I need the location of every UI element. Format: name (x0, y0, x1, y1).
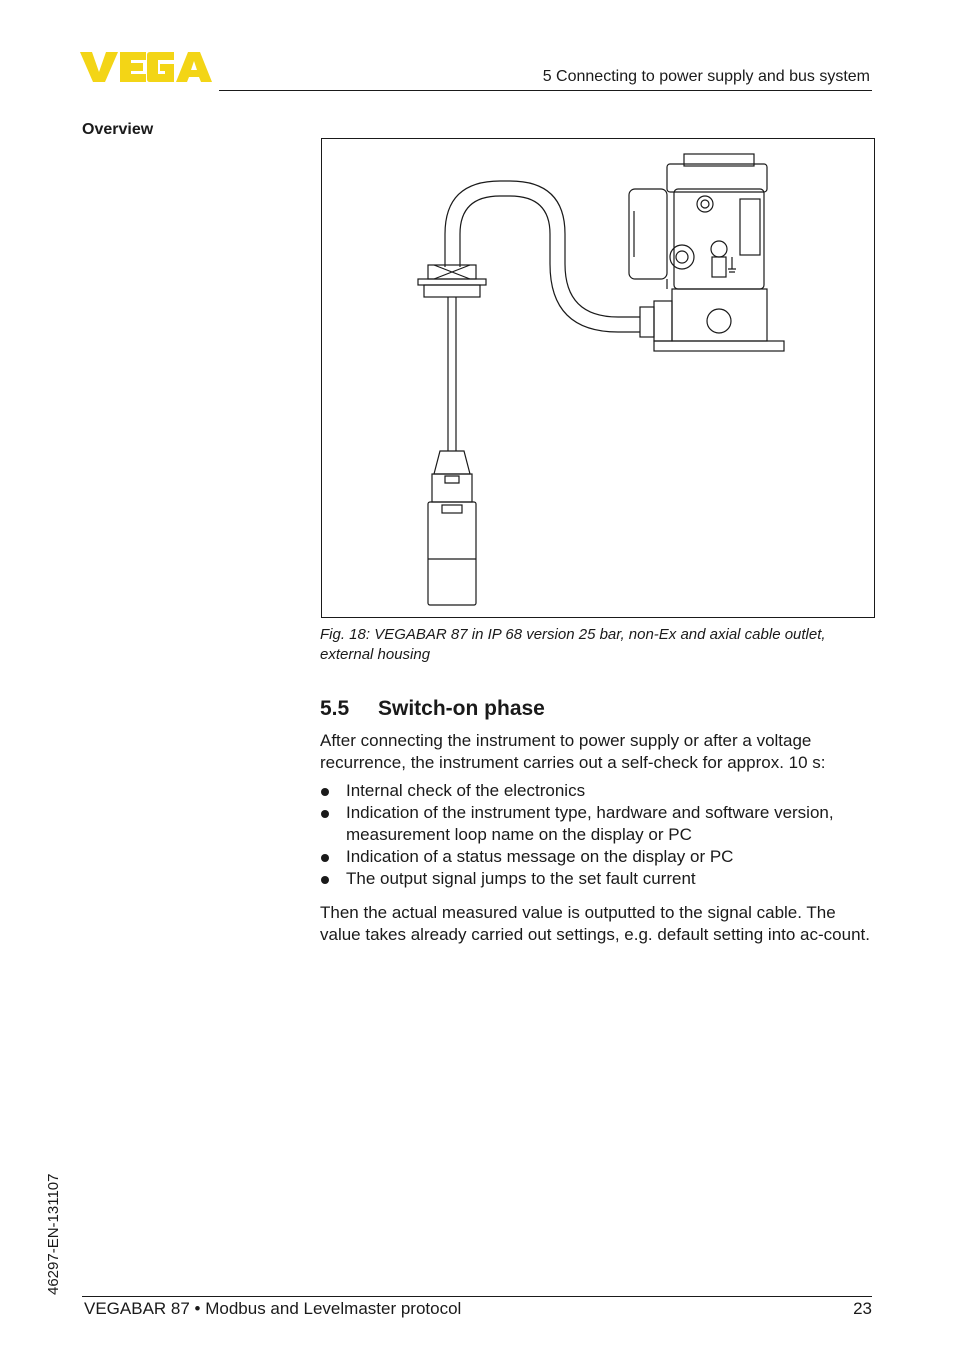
bullet-icon (321, 876, 329, 884)
section-heading (320, 697, 545, 721)
bullet-icon (321, 854, 329, 862)
bullet-list (320, 780, 875, 890)
housing-upper (674, 189, 764, 289)
section-number: 5.5 (320, 697, 350, 720)
footer-rule (82, 1296, 872, 1297)
footer-title: VEGABAR 87 • Modbus and Levelmaster protocol (84, 1299, 462, 1318)
instrument-drawing (322, 139, 874, 617)
probe-body (428, 502, 476, 605)
page-number: 23 (853, 1299, 872, 1318)
side-cover (629, 189, 667, 279)
bullet-icon (321, 788, 329, 796)
probe-tip (434, 451, 470, 474)
outro-paragraph: Then the actual measured value is outputted to the signal cable. The value takes already carried out settings, e.g. default setting into ac-count. (320, 903, 870, 944)
side-heading: Overview (82, 121, 154, 138)
list-item: Indication of a status message on the display or PC (320, 846, 875, 868)
header-rule (219, 90, 872, 91)
list-item: Indication of the instrument type, hardware and software version, measurement loop name on the display or PC (320, 802, 875, 846)
header-chapter: 5 Connecting to power supply and bus system (542, 68, 870, 85)
list-item: Internal check of the electronics (320, 780, 875, 802)
intro-paragraph: After connecting the instrument to power supply or after a voltage recurrence, the instrument carries out a self-check for approx. 10 s: (320, 731, 826, 772)
document-code: 46297-EN-131107 (45, 1173, 62, 1295)
section-title: Switch-on phase (378, 697, 545, 720)
bullet-icon (321, 810, 329, 818)
figure-caption: Fig. 18: VEGABAR 87 in IP 68 version 25 bar, non-Ex and axial cable outlet, external housing (320, 626, 826, 663)
figure-frame (321, 138, 875, 618)
list-item: The output signal jumps to the set fault current (320, 868, 875, 890)
vega-logo (80, 50, 212, 84)
